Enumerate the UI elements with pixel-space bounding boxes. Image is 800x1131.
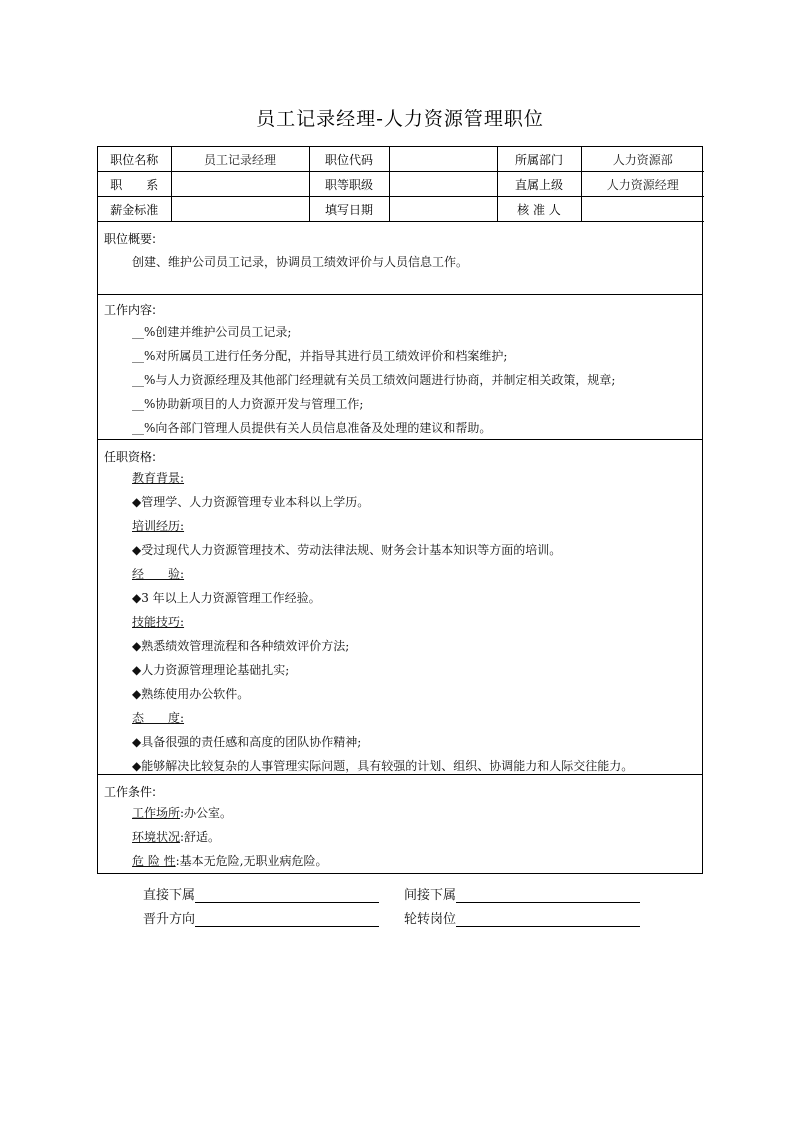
indirect-subordinates-label: 间接下属	[404, 888, 457, 903]
work-content-heading: 工作内容:	[104, 303, 157, 317]
overview-text: 创建、维护公司员工记录，协调员工绩效评价与人员信息工作。	[132, 255, 469, 269]
condition-label: 环境状况	[132, 830, 181, 844]
info-label: 职等职级	[309, 172, 389, 197]
skills-label: 技能技巧:	[132, 615, 185, 629]
qualification-label	[98, 610, 702, 634]
overview-section	[98, 222, 702, 295]
condition-value: :舒适。	[180, 830, 221, 844]
condition-item	[98, 801, 702, 825]
conditions-section	[98, 775, 702, 876]
condition-value: :基本无危险,无职业病危险。	[175, 854, 328, 868]
condition-value: :办公室。	[180, 806, 233, 820]
rotation-field	[404, 908, 640, 927]
work-item: __%创建并维护公司员工记录;	[132, 325, 292, 339]
direct-subordinates-label: 直接下属	[143, 888, 196, 903]
qualifications-section	[98, 440, 702, 775]
info-label: 薪金标准	[98, 197, 171, 222]
info-row	[98, 197, 704, 222]
qualification-item: ◆人力资源管理理论基础扎实;	[132, 663, 290, 677]
qualification-label	[98, 514, 702, 538]
work-item: __%向各部门管理人员提供有关人员信息准备及处理的建议和帮助。	[132, 421, 492, 435]
promotion-field	[143, 908, 379, 927]
info-table	[98, 147, 704, 222]
qualification-label	[98, 466, 702, 490]
info-value	[171, 197, 309, 222]
condition-item	[98, 825, 702, 849]
info-value: 人力资源经理	[581, 172, 704, 197]
qualification-item: ◆具备很强的责任感和高度的团队协作精神;	[132, 735, 362, 749]
info-row	[98, 147, 704, 172]
qualification-item: ◆能够解决比较复杂的人事管理实际问题，具有较强的计划、组织、协调能力和人际交往能力。	[132, 759, 634, 773]
info-row	[98, 172, 704, 197]
conditions-heading: 工作条件:	[104, 785, 157, 799]
job-description-form	[97, 146, 703, 874]
qualification-label	[98, 706, 702, 730]
condition-label: 危 险 性	[132, 854, 176, 868]
qualification-item: ◆3 年以上人力资源管理工作经验。	[132, 591, 321, 605]
qualification-item: ◆受过现代人力资源管理技术、劳动法律法规、财务会计基本知识等方面的培训。	[132, 543, 562, 557]
info-label: 所属部门	[497, 147, 581, 172]
qualification-item: ◆熟练使用办公软件。	[132, 687, 250, 701]
qualifications-heading: 任职资格:	[104, 450, 157, 464]
work-item: __%对所属员工进行任务分配，并指导其进行员工绩效评价和档案维护;	[132, 349, 508, 363]
info-value	[389, 197, 497, 222]
page-title: 员工记录经理-人力资源管理职位	[256, 108, 544, 130]
experience-label: 经 验:	[132, 567, 185, 581]
qualification-item: ◆熟悉绩效管理流程和各种绩效评价方法;	[132, 639, 350, 653]
education-label: 教育背景:	[132, 471, 185, 485]
info-value	[581, 197, 704, 222]
info-value: 员工记录经理	[171, 147, 309, 172]
training-label: 培训经历:	[132, 519, 185, 533]
info-label: 职 系	[98, 172, 171, 197]
info-label: 填写日期	[309, 197, 389, 222]
info-label: 职位名称	[98, 147, 171, 172]
work-item: __%协助新项目的人力资源开发与管理工作;	[132, 397, 364, 411]
info-label: 直属上级	[497, 172, 581, 197]
info-label: 职位代码	[309, 147, 389, 172]
info-value	[171, 172, 309, 197]
info-value	[389, 147, 497, 172]
condition-label: 工作场所	[132, 806, 181, 820]
info-label: 核 准 人	[497, 197, 581, 222]
work-item: __%与人力资源经理及其他部门经理就有关员工绩效问题进行协商，并制定相关政策，规章;	[132, 373, 616, 387]
overview-heading: 职位概要:	[104, 232, 157, 246]
fill-line	[456, 911, 640, 927]
rotation-label: 轮转岗位	[404, 912, 457, 927]
info-value: 人力资源部	[581, 147, 704, 172]
fill-line	[195, 911, 379, 927]
condition-item	[98, 849, 702, 873]
info-value	[389, 172, 497, 197]
qualification-label	[98, 562, 702, 586]
fill-line	[456, 887, 640, 903]
qualification-item: ◆管理学、人力资源管理专业本科以上学历。	[132, 495, 370, 509]
attitude-label: 态 度:	[132, 711, 185, 725]
promotion-label: 晋升方向	[143, 912, 196, 927]
indirect-subordinates-field	[404, 884, 640, 903]
work-content-section	[98, 295, 702, 440]
fill-line	[195, 887, 379, 903]
direct-subordinates-field	[143, 884, 379, 903]
